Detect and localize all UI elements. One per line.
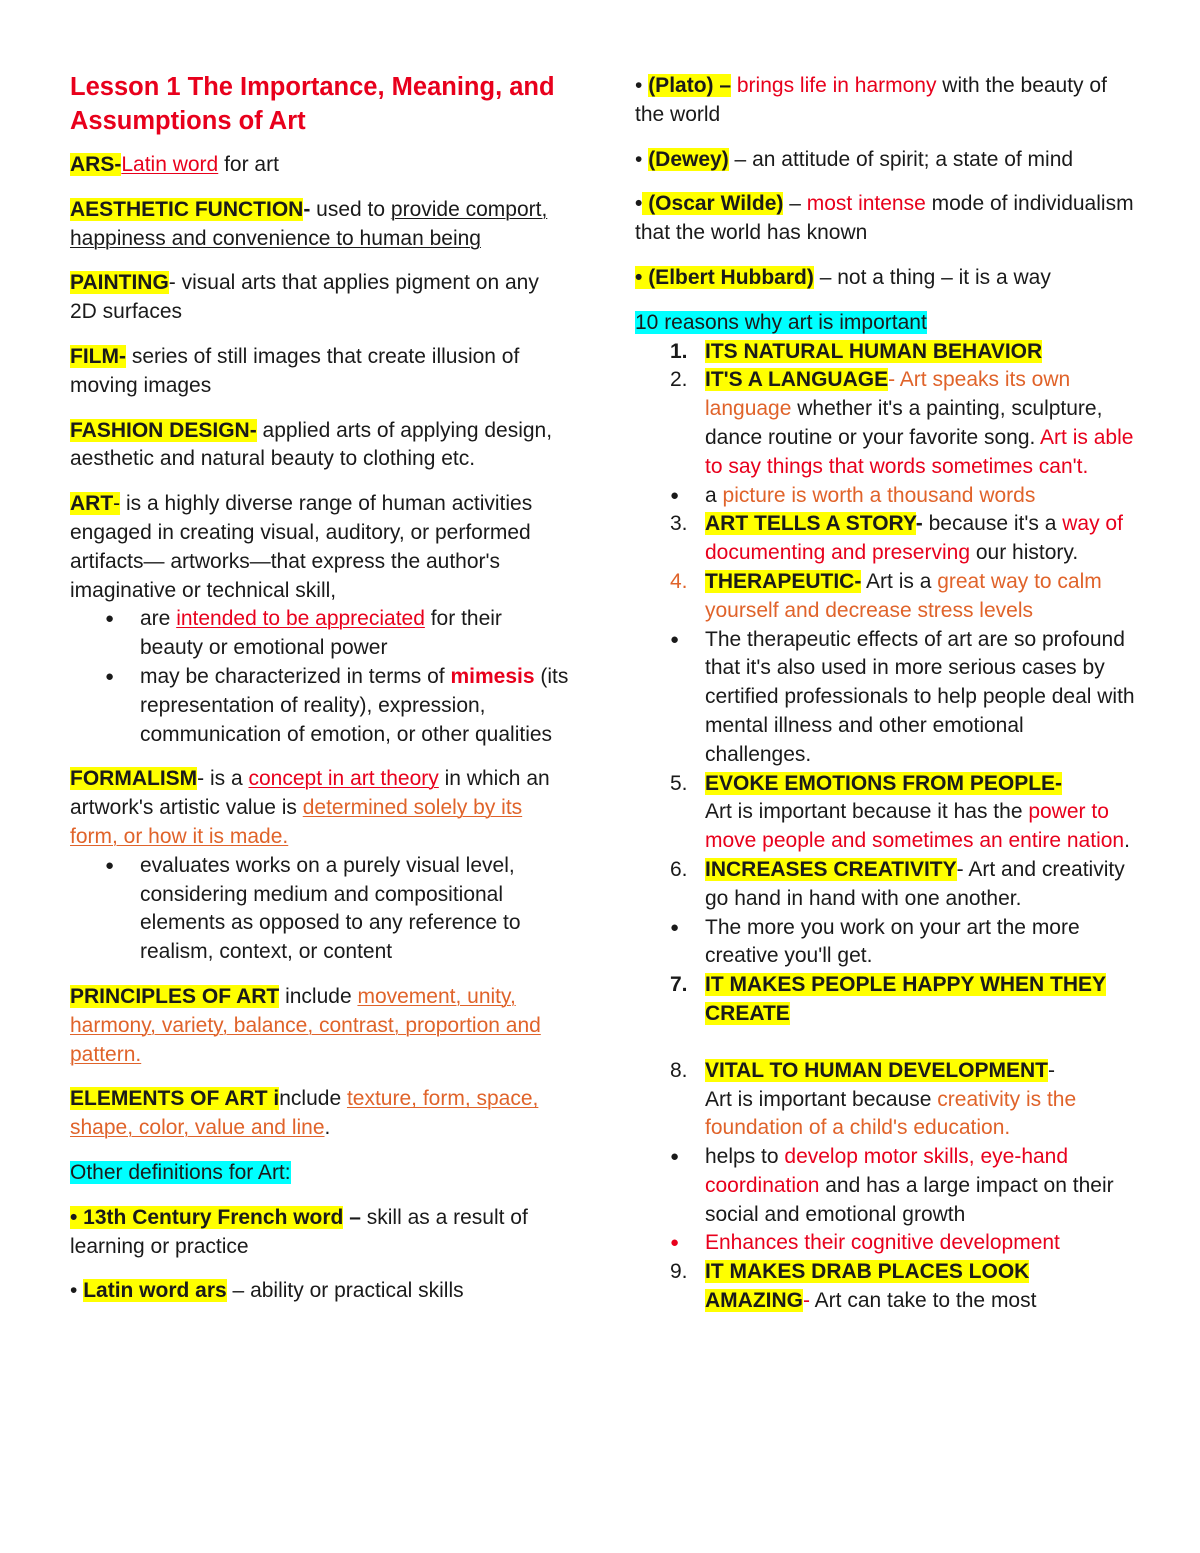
- formalism-term: FORMALISM: [70, 767, 198, 791]
- reasons-heading: 10 reasons why art is important: [635, 310, 927, 334]
- formalism-bullet-list: [70, 852, 570, 967]
- oscar-wilde-definition: • (Oscar Wilde) – most intense mode of individualism that the world has known: [635, 192, 1134, 245]
- art-definition: ART- is a highly diverse range of human activities engaged in creating visual, auditory, or performed artifacts— artworks—that express the author's imaginative or technical skill,: [70, 492, 533, 602]
- reasons-list-cont: [635, 1258, 1135, 1316]
- elbert-hubbard-definition: • (Elbert Hubbard) – not a thing – it is a way: [635, 265, 1051, 289]
- list-item: 1. ITS NATURAL HUMAN BEHAVIOR: [670, 339, 1043, 363]
- list-item: ● are intended to be appreciated for their beauty or emotional power: [140, 605, 570, 663]
- reasons-list-cont: [635, 510, 1135, 625]
- fashion-design-definition: FASHION DESIGN- applied arts of applying design, aesthetic and natural beauty to clothing etc.: [70, 418, 553, 471]
- list-item: ● helps to develop motor skills, eye-hand coordination and has a large impact on their social and emotional growth: [705, 1143, 1135, 1229]
- list-item: ● Enhances their cognitive development: [705, 1229, 1135, 1258]
- list-item: 6. INCREASES CREATIVITY- Art and creativity go hand in hand with one another.: [670, 857, 1125, 910]
- list-item: 2. IT'S A LANGUAGE- Art speaks its own language whether it's a painting, sculpture, dance routine or your favorite song. Art is able to say things that words sometimes can't.: [670, 368, 1134, 478]
- left-column: [70, 68, 570, 1306]
- film-definition: FILM- series of still images that create illusion of moving images: [70, 344, 520, 397]
- aesthetic-function-definition: AESTHETIC FUNCTION- used to provide comport, happiness and convenience to human being: [70, 197, 548, 250]
- fashion-design-term: FASHION DESIGN-: [70, 418, 257, 442]
- other-definitions-heading: Other definitions for Art:: [70, 1160, 291, 1184]
- list-item: ● The therapeutic effects of art are so profound that it's also used in more serious cases by certified professionals to help people deal with mental illness and other emotional challenges.: [705, 626, 1135, 770]
- list-item: ● evaluates works on a purely visual level, considering medium and compositional elements as opposed to any reference to realism, context, or content: [140, 852, 570, 967]
- latin-word-definition: • Latin word ars – ability or practical skills: [70, 1279, 464, 1303]
- reason-4-bullets: [635, 626, 1135, 770]
- ars-latin-word: Latin word: [121, 153, 219, 176]
- right-column: [635, 68, 1135, 1316]
- plato-definition: • (Plato) – brings life in harmony with the beauty of the world: [635, 74, 1107, 126]
- list-item: 7. IT MAKES PEOPLE HAPPY WHEN THEY CREATE: [670, 973, 1106, 1025]
- film-term: FILM-: [70, 344, 126, 368]
- reasons-list-cont: [635, 770, 1135, 914]
- ars-term: ARS-: [70, 153, 122, 176]
- list-item: ● a picture is worth a thousand words: [705, 482, 1135, 511]
- reasons-list: [635, 338, 1135, 482]
- reason-6-bullets: [635, 914, 1135, 972]
- reasons-list-cont: [635, 971, 1135, 1143]
- list-item: ● may be characterized in terms of mimesis (its representation of reality), expression, communication of emotion, or other qualities: [140, 663, 570, 749]
- ars-definition: ARS-Latin word for art: [70, 153, 279, 176]
- elements-of-art: ELEMENTS OF ART include texture, form, space, shape, color, value and line.: [70, 1087, 539, 1140]
- painting-term: PAINTING: [70, 271, 169, 295]
- page-title: Lesson 1 The Importance, Meaning, and Assumptions of Art: [70, 73, 555, 135]
- list-item: 5. EVOKE EMOTIONS FROM PEOPLE- Art is important because it has the power to move people and sometimes an entire nation.: [670, 771, 1130, 853]
- list-item: 3. ART TELLS A STORY- because it's a way of documenting and preserving our history.: [670, 512, 1123, 565]
- list-item: ● The more you work on your art the more creative you'll get.: [705, 914, 1135, 972]
- reason-8-bullets: [635, 1143, 1135, 1258]
- art-bullet-list: [70, 605, 570, 749]
- aesthetic-function-term: AESTHETIC FUNCTION: [70, 197, 304, 221]
- painting-definition: PAINTING- visual arts that applies pigment on any 2D surfaces: [70, 271, 539, 324]
- art-term: ART: [70, 492, 114, 516]
- reason-2-bullets: [635, 482, 1135, 511]
- formalism-definition: FORMALISM- is a concept in art theory in which an artwork's artistic value is determined solely by its form, or how it is made.: [70, 767, 550, 848]
- list-item: 4. THERAPEUTIC- Art is a great way to calm yourself and decrease stress levels: [670, 569, 1102, 622]
- list-item: 9. IT MAKES DRAB PLACES LOOK AMAZING- Art can take to the most: [670, 1260, 1037, 1313]
- principles-term: PRINCIPLES OF ART: [70, 984, 280, 1008]
- french-word-definition: • 13th Century French word – skill as a result of learning or practice: [70, 1205, 528, 1258]
- principles-of-art: PRINCIPLES OF ART include movement, unity, harmony, variety, balance, contrast, proportion and pattern.: [70, 984, 541, 1066]
- dewey-definition: • (Dewey) – an attitude of spirit; a state of mind: [635, 147, 1074, 171]
- list-item: 8. VITAL TO HUMAN DEVELOPMENT- Art is important because creativity is the foundation of a child's education.: [670, 1058, 1077, 1140]
- elements-term: ELEMENTS OF ART i: [70, 1087, 280, 1111]
